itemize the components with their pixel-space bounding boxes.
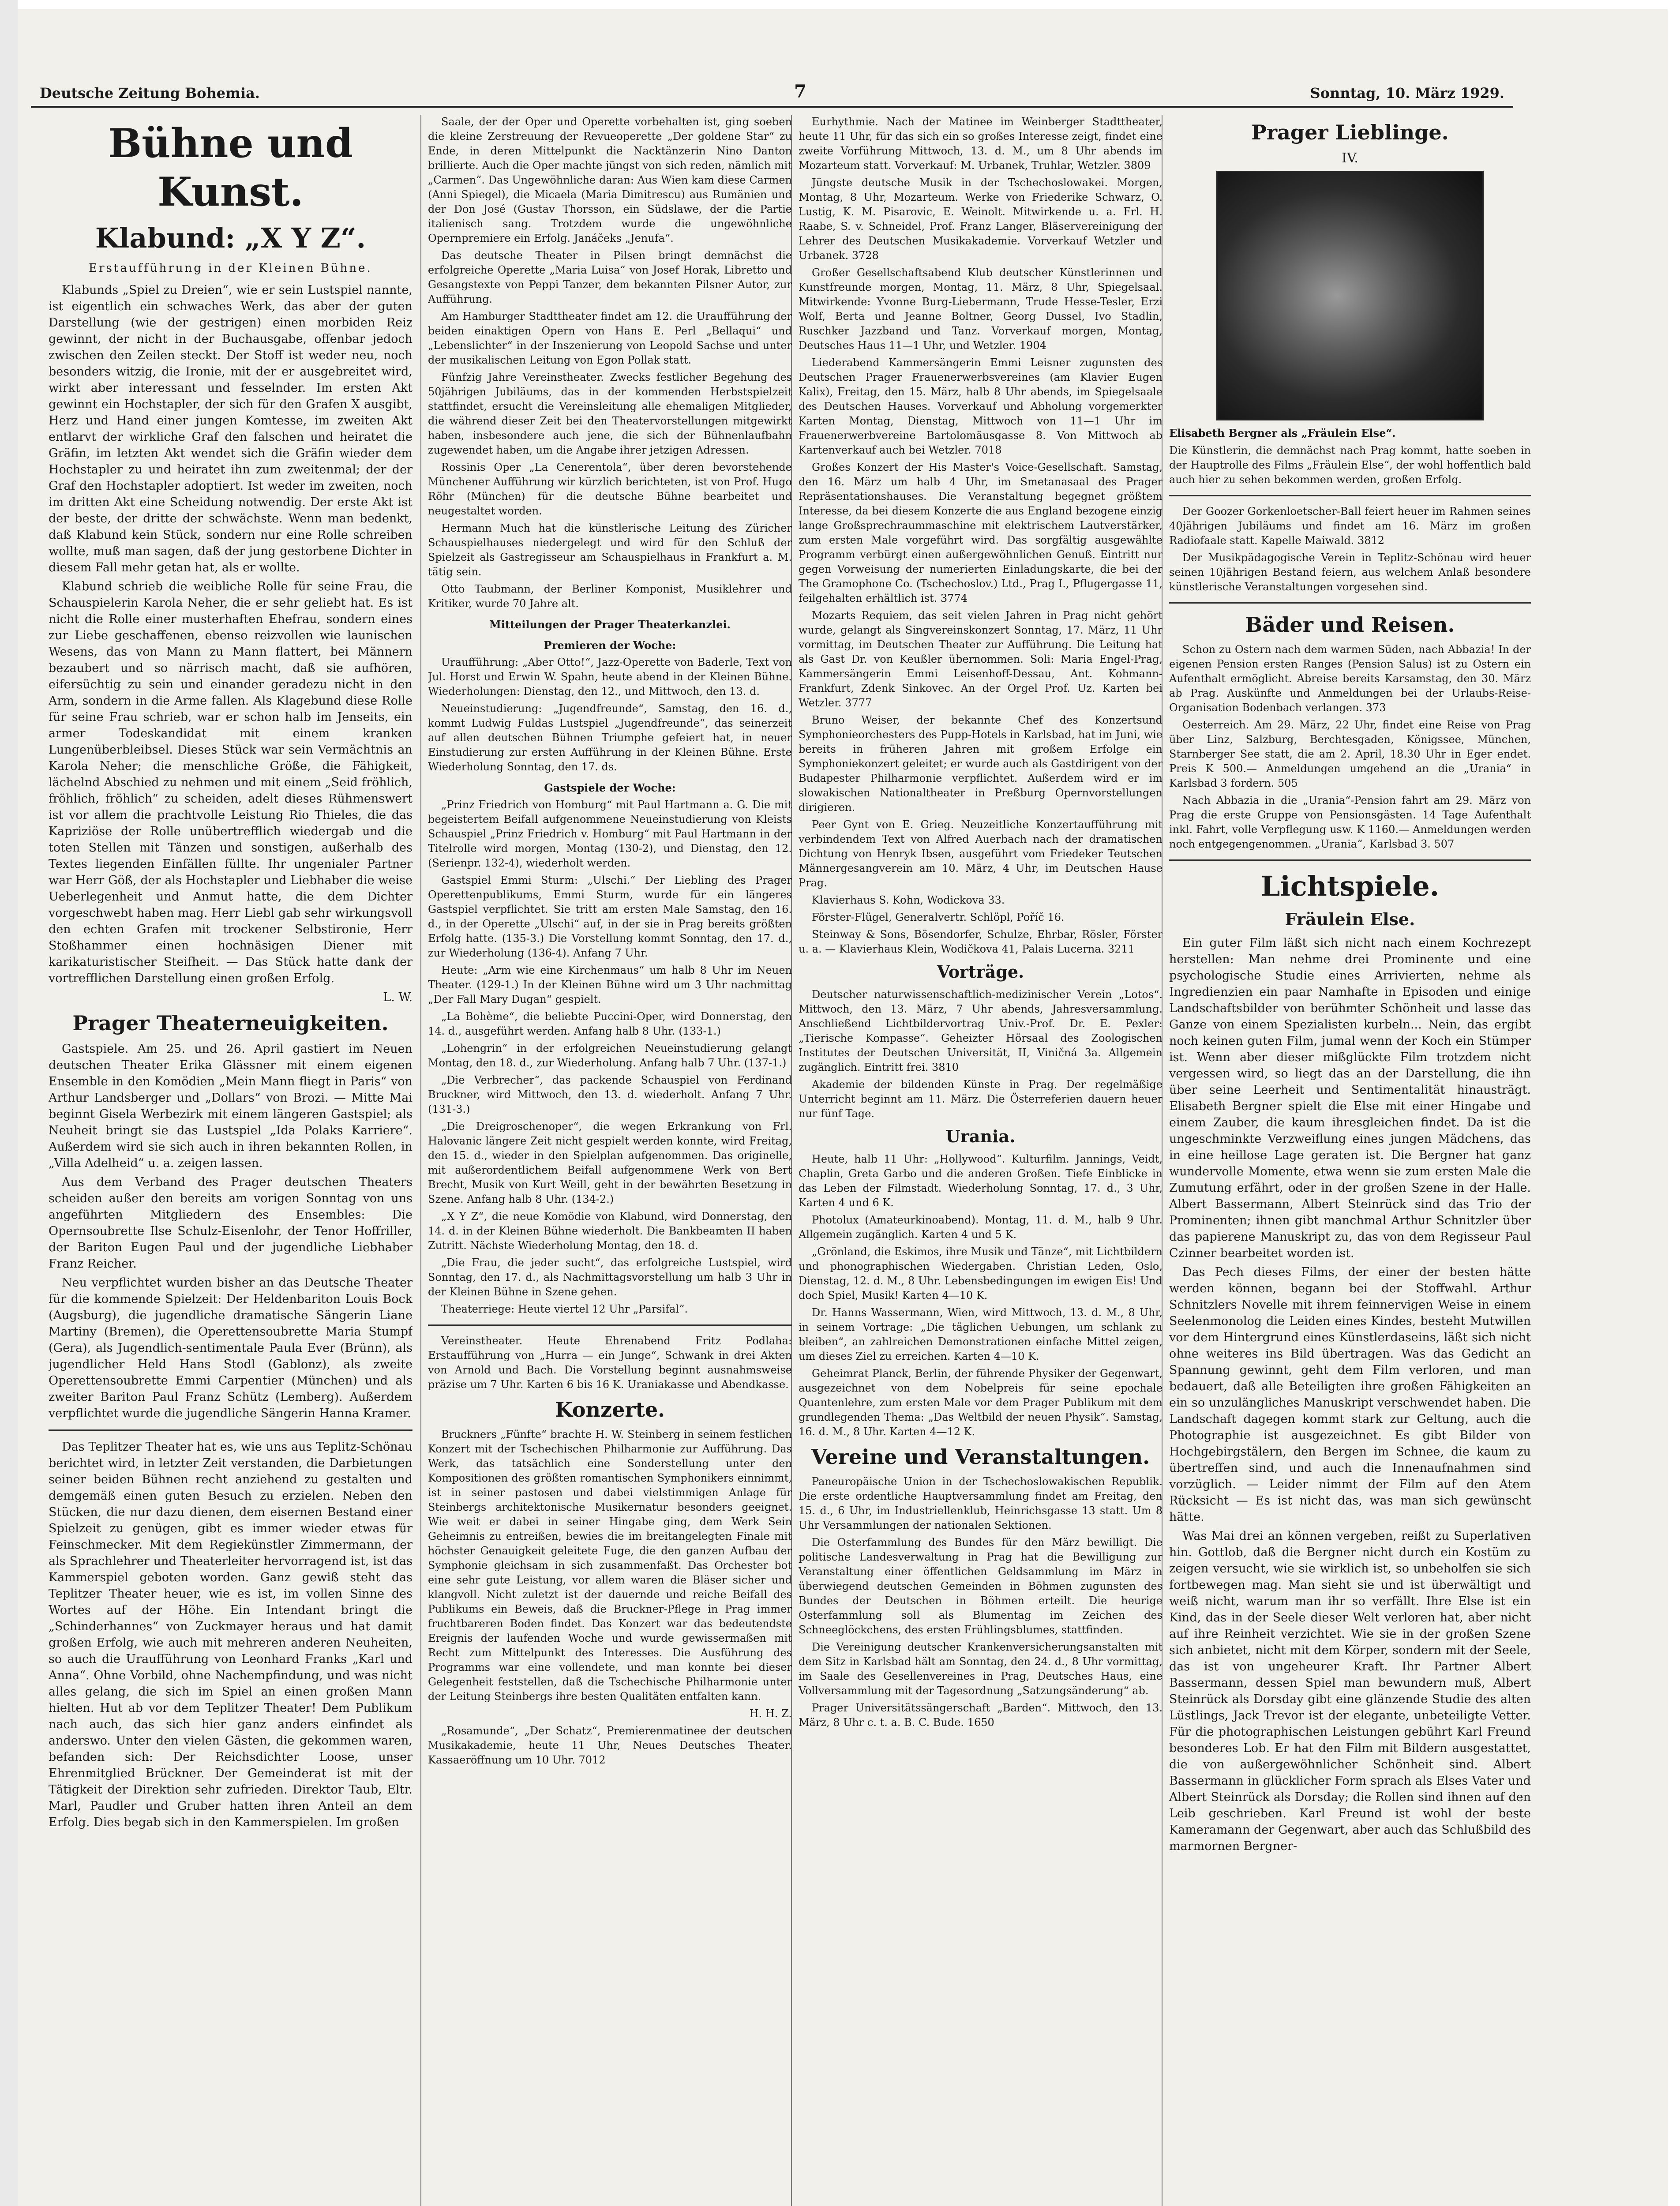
notice-paragraph: Geheimrat Planck, Berlin, der führende Physiker der Gegenwart, ausgezeichnet von dem Nobelpreis für seine epochale Quantenlehre, zum ersten Male vor dem Prager Publikum mit dem grundlegenden Thema: „Das Weltbild der neuen Physik“. Samstag, 16. d. M., 8 Uhr. Karten 4—12 K. [799,1367,1162,1438]
notice-paragraph: Deutscher naturwissenschaftlich-medizinischer Verein „Lotos“. Mittwoch, den 13. März, 7 Uhr abends, Jahresversammlung. Anschließend Lichtbildervortrag Univ.-Prof. Dr. E. Pexler: „Tierische Kompasse“. Geheizter Hörsaal des Zoologischen Institutes der Deutschen Universität, II, Viničná 3a. Allgemein zugänglich. Eintritt frei. 3810 [799,988,1162,1073]
film-title: Fräulein Else. [1285,909,1415,929]
section-title-urania: Urania. [945,1126,1016,1146]
section-title-vereine: Vereine und Veranstaltungen. [811,1445,1150,1469]
notice-paragraph: Theaterriege: Heute viertel 12 Uhr „Parsifal“. [441,1303,688,1315]
article-title-klabund: Klabund: „X Y Z“. [95,222,366,254]
section-title-vortraege: Vorträge. [937,962,1024,982]
notice-paragraph: Jüngste deutsche Musik in der Tschechoslowakei. Morgen, Montag, 8 Uhr, Mozarteum. Werke von Friederike Schwarz, O. Lustig, K. M. Pisarovic, E. Weinolt. Mitwirkende u. a. Frl. H. Raabe, S. v. Schneidel, Prof. Franz Langer, Bläservereinigung der Lehrer des Deutschen Musikakademie. Vorverkauf Wetzler und Urbanek. 3728 [799,176,1162,262]
review-paragraph: Was Mai drei an können vergeben, reißt zu Superlativen hin. Gottlob, daß die Bergner nicht durch ein Kostüm zu zeigen versucht, wie sie wirklich ist, so unbeholfen sie sich fortbewegen mag. Man sieht sie und ist überwältigt und weiß nicht, warum man ihr so verfällt. Ihre Else ist ein Kind, das in der Seele dieser Welt verloren hat, aber nicht auf ihre Reinheit verzichtet. Wie sie in der großen Szene sich anbietet, nicht mit dem Körper, sondern mit der Seele, das ist von ungeheurer Kraft. Ihr Partner Albert Bassermann, dessen Spiel man bewundern muß, Albert Steinrück als Dorsday gibt eine glänzende Studie des alten Lüstlings, Jack Trevor ist der elegante, unbeteiligte Vetter. Für die photographischen Leistungen gebührt Karl Freund besonderes Lob. Er hat den Film mit Bildern ausgestattet, die von außergewöhnlicher Schönheit sind. Albert Bassermann in glücklicher Form sprach als Elses Vater und Albert Steinrück als Dorsday; die Rollen sind ihnen auf den Leib geschrieben. Karl Freund ist wohl der beste Kameramann der Gegenwart, aber auch das Schlußbild des marmornen Bergner- [1169,1529,1531,1853]
notice-paragraph: „Die Verbrecher“, das packende Schauspiel von Ferdinand Bruckner, wird Mittwoch, den 13. d. wiederholt. Anfang 7 Uhr. (131-3.) [428,1074,792,1115]
notice-paragraph: Rossinis Oper „La Cenerentola“, über deren bevorstehende Münchener Aufführung wir kürzlich berichteten, ist von Prof. Hugo Röhr (München) für die deutsche Bühne bearbeitet und neugestaltet worden. [428,461,792,517]
notice-paragraph: Das deutsche Theater in Pilsen bringt demnächst die erfolgreiche Operette „Maria Luisa“ von Josef Horak, Libretto und Gesangstexte von Peppi Tanzer, dem bekannten Pilsner Autor, zur Aufführung. [428,249,792,305]
article-title-theaterneuigkeiten: Prager Theaterneuigkeiten. [72,1011,389,1035]
notice-paragraph: Fünfzig Jahre Vereinstheater. Zwecks festlicher Begehung des 50jährigen Jubiläums, das in der kommenden Herbstspielzeit stattfindet, ersucht die Vereinsleitung alle ehemaligen Mitglieder, die während dieser Zeit bei den Theatervorstellungen mitgewirkt haben, insbesondere auch jene, die sich der Bühnenlaufbahn zugewendet haben, um die Angabe ihrer jetzigen Adressen. [428,371,792,456]
notice-paragraph: „Grönland, die Eskimos, ihre Musik und Tänze“, mit Lichtbildern und phonographischen Wiedergaben. Christian Leden, Oslo, Dienstag, 12. d. M., 8 Uhr. Lebensbedingungen im ewigen Eis! Und doch Spiel, Musik! Karten 4—10 K. [799,1246,1162,1302]
divider [49,1429,412,1431]
section-title-konzerte: Konzerte. [555,1398,665,1422]
section-title-baeder: Bäder und Reisen. [1245,613,1455,637]
notice-paragraph: Neueinstudierung: „Jugendfreunde“, Samstag, den 16. d., kommt Ludwig Fuldas Lustspiel „Jugendfreunde“, das seinerzeit auf allen deutschen Bühnen Triumphe gefeiert hat, in neuer Einstudierung zur ersten Aufführung in der Kleinen Bühne. Erste Wiederholung Sonntag, den 17. ds. [428,702,792,773]
notice-paragraph: Der Musikpädagogische Verein in Teplitz-Schönau wird heuer seinen 10jährigen Bestand feiern, aus welchem Anlaß besondere künstlerische Veranstaltungen vorgesehen sind. [1169,552,1531,593]
notice-paragraph: Heute: „Arm wie eine Kirchenmaus“ um halb 8 Uhr im Neuen Theater. (129-1.) In der Kleinen Bühne wird um 3 Uhr nachmittag „Der Fall Mary Dugan“ gespielt. [428,964,792,1005]
notice-paragraph: Photolux (Amateurkinoabend). Montag, 11. d. M., halb 9 Uhr. Allgemein zugänglich. Karten 4 und 5 K. [799,1214,1162,1241]
series-number: IV. [1342,150,1358,166]
article-subtitle: Erstaufführung in der Kleinen Bühne. [89,262,372,275]
scan-edge [0,0,18,2206]
subsection-heading: Mitteilungen der Prager Theaterkanzlei. [489,618,731,631]
photo-caption-name: Elisabeth Bergner als „Fräulein Else“. [1169,427,1396,439]
article-paragraph: Neu verpflichtet wurden bisher an das Deutsche Theater für die kommende Spielzeit: Der Heldenbariton Louis Bock (Augsburg), die jugendliche dramatische Sängerin Liane Martiny (Bremen), die Operettensoubrette Maria Stumpf (Gera), als Jugendlich-sentimentale Paula Ever (Brünn), als jugendlicher Held Hans Stodl (Gablonz), als zweite Operettensoubrette Emmi Carpentier (München) und als zweiter Bariton Paul Franz Schütz (Lemberg). Außerdem verpflichtet wurde die jugendliche Sängerin Hanna Kramer. [49,1276,412,1420]
column-1 [49,115,412,2206]
notice-paragraph: Vereinstheater. Heute Ehrenabend Fritz Podlaha: Erstaufführung von „Hurra — ein Junge“, Schwank in drei Akten von Arnold und Bach. Die Vorstellung beginnt ausnahmsweise präzise um 7 Uhr. Karten 6 bis 16 K. Uraniakasse und Abendkasse. [428,1335,792,1391]
notice-paragraph: Peer Gynt von E. Grieg. Neuzeitliche Konzertaufführung mit verbindendem Text von Alfred Auerbach nach der dramatischen Dichtung von Henryk Ibsen, ausgeführt vom Friedeker Teutschen Männergesangverein am 10. März, 4 Uhr, im Deutschen Hause Prag. [799,818,1162,889]
notice-paragraph: „X Y Z“, die neue Komödie von Klabund, wird Donnerstag, den 14. d. in der Kleinen Bühne wiederholt. Die Bankbeamten II haben Zutritt. Nächste Wiederholung Montag, den 18. d. [428,1210,792,1252]
notice-paragraph: Bruno Weiser, der bekannte Chef des Konzertsund Symphonieorchesters des Pupp-Hotels in Karlsbad, hat im Juni, wie bereits in früheren Jahren mit großem Erfolge ein Symphoniekonzert geleitet; er wurde auch als Gastdirigent von der Budapester Philharmonie verpflichtet. Außerdem wird er im slowakischen Nationaltheater in Preßburg Opernvorstellungen dirigieren. [799,714,1162,814]
section-title-lieblinge: Prager Lieblinge. [1251,120,1449,144]
notice-paragraph: Prager Universitätssängerschaft „Barden“. Mittwoch, den 13. März, 8 Uhr c. t. a. B. C. Bude. 1650 [799,1702,1162,1729]
subsection-heading: Premieren der Woche: [544,639,676,652]
article-paragraph: Gastspiele. Am 25. und 26. April gastiert im Neuen deutschen Theater Erika Glässner mit einem eigenen Ensemble in den Komödien „Mein Mann fliegt in Paris“ von Arthur Landsberger und „Dollars“ von Brozi. — Mitte Mai beginnt Gisela Werbezirk mit einem längeren Gastspiel; als Neuheit bringt sie das Lustspiel „Ida Polaks Karriere“. Außerdem wird sie sich auch in ihren bekannten Rollen, in „Villa Adelheid“ u. a. zeigen lassen. [49,1042,412,1170]
notice-paragraph: Gastspiel Emmi Sturm: „Ulschi.“ Der Liebling des Prager Operettenpublikums, Emmi Sturm, wurde für ein längeres Gastspiel verpflichtet. Sie tritt am ersten Male Samstag, den 16. d., in der Operette „Ulschi“ auf, in der sie in Prag bereits größten Erfolg hatte. (135-3.) Die Vorstellung kommt Sonntag, den 17. d., zur Wiederholung (136-4). Anfang 7 Uhr. [428,874,792,959]
notice-paragraph: Bruckners „Fünfte“ brachte H. W. Steinberg in seinem festlichen Konzert mit der Tschechischen Philharmonie zur Aufführung. Das Werk, das tatsächlich eine Sonderstellung unter den Kompositionen des größten romantischen Symphonikers einnimmt, ist in seiner pastosen und dabei vielstimmigen Anlage für Steinbergs architektonische Musikernatur besonders geeignet. Wie weit er dabei in seiner Hingabe ging, dem Werk Sein Geheimnis zu entreißen, bewies die im breitangelegten Finale mit höchster Genauigkeit geleitete Fuge, die den ganzen Aufbau der Symphonie gleichsam in sich zusammenfaßt. Das Orchester bot eine sehr gute Leistung, vor allem waren die Bläser sicher und klangvoll. Nicht zuletzt ist der dauernde und reiche Beifall des Publikums ein Beweis, daß die Bruckner-Pflege in Prag immer fruchtbareren Boden findet. Das Konzert war das bedeutendste Ereignis der laufenden Woche und wurde gewissermaßen mit Recht zum Mittelpunkt des Interesses. Die Ausführung des Programms war eine vollendete, und man konnte bei dieser Gelegenheit feststellen, daß die Tschechische Philharmonie unter der Leitung Steinbergs ihre besten Qualitäten entfalten kann. [428,1428,792,1703]
column-rule [420,115,421,2206]
column-2 [428,115,792,2206]
page-number: 7 [794,81,806,102]
notice-paragraph: Saale, der der Oper und Operette vorbehalten ist, ging soeben die kleine Zerstreuung der Revueoperette „Der goldene Star“ zu Ende, in deren Mittelpunkt die Nacktänzerin Nino Danton brillierte. Auch die Oper machte jüngst von sich reden, nämlich mit „Carmen“. Das Ungewöhnliche daran: Aus Wien kam diese Carmen (Anni Spiegel), die Micaela (Maria Dimitrescu) aus Rumänien und der Don José (Gustav Thorsson, ein Südslawe, der die Partie italienisch sang. Trotzdem wurde die ungewöhnliche Opernpremiere ein Erfolg. Janáčeks „Jenufa“. [428,116,792,244]
article-paragraph: Klabund schrieb die weibliche Rolle für seine Frau, die Schauspielerin Karola Neher, die er sehr geliebt hat. Es ist nicht die Rolle einer musterhaften Ehefrau, sondern eines zur Liebe geschaffenen, ebenso reizvollen wie launischen Wesens, das von Mann zu Mann flattert, bei Männern bezaubert und so närrisch macht, daß sie aufhören, eifersüchtig zu sein und einander geradezu nicht in den Arm, sondern in die Arme fallen. Als Klagebund diese Rolle für seine Frau schrieb, war er schon halb im Jenseits, ein armer Todeskandidat mit einem kranken Lungenüberbleibsel. Dieses Stück war sein Vermächtnis an Karola Neher; die menschliche Größe, die Fähigkeit, lächelnd Abschied zu nehmen und mit einem „Seid fröhlich, fröhlich, fröhlich“ zu scheiden, adelt dieses Rühmenswert ist vor allem die prachtvolle Leistung Rio Thieles, die das Kapriziöse der Rolle unübertrefflich wiedergab und die toten Stellen mit Tänzen und sonstigen, außerhalb des Textes liegenden Einfällen füllte. Ihr ungenialer Partner war Herr Göß, der als Hochstapler und Liebhaber die weise Ueberlegenheit und Anmut hatte, die dem Dichter vorgeschwebt haben mag. Herr Liebl gab sehr wirkungsvoll den echten Grafen mit trockener Selbstironie, Herr Stoßhammer einen hochnäsigen Diener mit karikaturistischer Steifheit. — Das Stück hatte dank der vortrefflichen Darstellung einen großen Erfolg. [49,580,412,985]
notice-paragraph: Nach Abbazia in die „Urania“-Pension fahrt am 29. März von Prag die erste Gruppe von Pensionsgästen. 14 Tage Aufenthalt inkl. Fahrt, volle Verpflegung usw. K 1160.— Anmeldungen werden noch entgegengenommen. „Urania“, Karlsbad 3. 507 [1169,794,1531,850]
notice-paragraph: Mozarts Requiem, das seit vielen Jahren in Prag nicht gehört wurde, gelangt als Singvereinskonzert Sonntag, 17. März, 11 Uhr vormittag, im Deutschen Theater zur Aufführung. Die Leitung hat als Gast Dr. von Keußler übernommen. Soli: Maria Engel-Prag, Kammersängerin Emmi Leisenhoff-Dessau, Ant. Kohmann-Frankfurt, Zdenk Sinkovec. An der Orgel Prof. Uz. Karten bei Wetzler. 3777 [799,609,1162,709]
portrait-photo [1216,171,1484,420]
divider [1169,859,1531,861]
notice-paragraph: Akademie der bildenden Künste in Prag. Der regelmäßige Unterricht beginnt am 11. März. Die Österreferien dauern heuer nur fünf Tage. [799,1078,1162,1120]
notice-paragraph: „La Bohème“, die beliebte Puccini-Oper, wird Donnerstag, den 14. d., ausgeführt werden. Anfang halb 8 Uhr. (133-1.) [428,1010,792,1037]
notice-paragraph: Paneuropäische Union in der Tschechoslowakischen Republik. Die erste ordentliche Hauptversammlung findet am Freitag, den 15. d., 6 Uhr, im Industriellenklub, Heinrichsgasse 13 statt. Um 8 Uhr Versammlungen der nationalen Sektionen. [799,1475,1162,1531]
notice-paragraph: Klavierhaus S. Kohn, Wodickova 33. [812,894,1005,906]
notice-paragraph: Förster-Flügel, Generalvertr. Schlöpl, Poříč 16. [812,911,1065,923]
divider [1169,602,1531,604]
author-signature: L. W. [383,990,412,1004]
issue-date: Sonntag, 10. März 1929. [1310,85,1504,101]
notice-paragraph: „Rosamunde“, „Der Schatz“, Premierenmatinee der deutschen Musikakademie, heute 11 Uhr, Neues Deutsches Theater. Kassaeröffnung um 10 Uhr. 7012 [428,1725,792,1766]
author-signature: H. H. Z. [749,1707,792,1720]
notice-paragraph: Oesterreich. Am 29. März, 22 Uhr, findet eine Reise von Prag über Linz, Salzburg, Berchtesgaden, Königssee, München, Starnberger See statt, die am 2. April, 18.30 Uhr in Eger endet. Preis K 500.— Anmeldungen umgehend an die „Urania“ in Karlsbad 3 fordern. 505 [1169,719,1531,789]
photo-caption-text: Die Künstlerin, die demnächst nach Prag kommt, hatte soeben in der Hauptrolle des Films „Fräulein Else“, der wohl hoffentlich bald auch hier zu sehen bekommen werden, großen Erfolg. [1169,444,1531,486]
notice-paragraph: Steinway & Sons, Bösendorfer, Schulze, Ehrbar, Rösler, Förster u. a. — Klavierhaus Klein, Wodičkova 41, Palais Lucerna. 3211 [799,928,1162,955]
notice-paragraph: Hermann Much hat die künstlerische Leitung des Züricher Schauspielhauses niedergelegt und wird für den Schluß der Spielzeit als Gastregisseur am Schauspielhaus in Frankfurt a. M. tätig sein. [428,522,792,578]
notice-paragraph: Großer Gesellschaftsabend Klub deutscher Künstlerinnen und Kunstfreunde morgen, Montag, 11. März, 8 Uhr, Spiegelsaal. Mitwirkende: Yvonne Burg-Liebermann, Trude Hesse-Tesler, Erzi Wolf, Berta und Jeanne Boltner, Georg Dussel, Ivo Stadlin, Ruschker Jazzband und Tanz. Vorverkauf morgen, Montag, Deutsches Haus 11—1 Uhr, und Wetzler. 1904 [799,266,1162,352]
notice-paragraph: Heute, halb 11 Uhr: „Hollywood“. Kulturfilm. Jannings, Veidt, Chaplin, Greta Garbo und die anderen Großen. Tiefe Einblicke in das Leben der Filmstadt. Wiederholung Sonntag, 17. d., 3 Uhr, Karten 4 und 6 K. [799,1153,1162,1209]
notice-paragraph: Großes Konzert der His Master's Voice-Gesellschaft. Samstag, den 16. März um halb 4 Uhr, im Smetanasaal des Prager Repräsentationshauses. Die Veranstaltung begegnet größtem Interesse, da bei diesem Konzerte die aus England bezogene einzig lange Großsprechraummaschine mit elektrischem Lautverstärker, zum ersten Male vorgeführt wird. Das sorgfältig ausgewählte Programm verbürgt einen außergewöhnlichen Genuß. Eintritt nur gegen Vorweisung der numerierten Einladungskarte, die bei der The Gramophone Co. (Tschechoslov.) Ltd., Prag I., Pflugergasse 11, feilgehalten erhältlich ist. 3774 [799,461,1162,604]
subsection-heading: Gastspiele der Woche: [544,781,676,794]
notice-paragraph: Liederabend Kammersängerin Emmi Leisner zugunsten des Deutschen Prager Frauenerwerbsvereines (am Klavier Eugen Kalix), Freitag, den 15. März, halb 8 Uhr abends, im Spiegelsaale des Deutschen Hauses. Vorverkauf und Abholung vorgemerkter Karten Montag, Dienstag, Mittwoch von 11—1 Uhr im Frauenerwerbvereine Bartolomäusgasse 8. Von Mittwoch ab Kartenverkauf auch bei Wetzler. 7018 [799,356,1162,456]
article-paragraph: Klabunds „Spiel zu Dreien“, wie er sein Lustspiel nannte, ist eigentlich ein schwaches Werk, das aber der guten Darstellung (wie der gestrigen) einen morbiden Reiz gewinnt, der nicht in der Buchausgabe, offenbar jedoch zwischen den Zeilen steckt. Der Stoff ist weder neu, noch besonders witzig, die Ironie, mit der er ausgebreitet wird, wirkt aber interessant und fesselnder. Im ersten Akt gewinnt ein Hochstapler, der sich für den Grafen X ausgibt, Herz und Hand einer jungen Komtesse, im zweiten Akt entlarvt der wirkliche Graf den falschen und heiratet die Gräfin, im letzten Akt wendet sich die Gräfin wieder dem Hochstapler zu und heiratet ihn zum zweitenmal; der der Graf den Hochstapler adoptiert. Ist weder im zweiten, noch im dritten Akt eine Scheidung notwendig. Der erste Akt ist der beste, der dritte der schwächste. Wenn man bedenkt, daß Klabund kein Stück, sondern nur eine Rolle schreiben wollte, muß man sagen, daß der jung gestorbene Dichter in diesem Fall mehr getan hat, als er wollte. [49,283,412,574]
section-title-buehne: Bühne und Kunst. [108,120,353,215]
divider [428,1324,792,1326]
notice-paragraph: Der Goozer Gorkenloetscher-Ball feiert heuer im Rahmen seines 40jährigen Jubiläums und findet am 16. März im großen Radiofaale statt. Kapelle Maiwald. 3812 [1169,505,1531,547]
newspaper-name: Deutsche Zeitung Bohemia. [40,85,260,101]
section-title-lichtspiele: Lichtspiele. [1260,870,1440,902]
article-paragraph: Aus dem Verband des Prager deutschen Theaters scheiden außer den bereits am vorigen Sonntag von uns angeführten Mitgliedern des Ensembles: Die Opernsoubrette Ilse Schulz-Eisenlohr, der Tenor Hoffriller, der Bariton Eugen Paul und der jugendliche Liebhaber Franz Reicher. [49,1175,412,1271]
notice-paragraph: Eurhythmie. Nach der Matinee im Weinberger Stadttheater, heute 11 Uhr, für das sich ein so großes Interesse zeigt, findet eine zweite Vorführung Mittwoch, 13. d. M., um 8 Uhr abends im Mozarteum statt. Vorverkauf: M. Urbanek, Truhlar, Wetzler. 3809 [799,116,1162,172]
notice-paragraph: „Die Dreigroschenoper“, die wegen Erkrankung von Frl. Halovanic längere Zeit nicht gespielt werden konnte, wird Freitag, den 15. d., wieder in den Spielplan aufgenommen. Das originelle, mit außerordentlichem Beifall aufgenommene Werk von Bert Brecht, Musik von Kurt Weill, geht in der bewährten Besetzung in Szene. Anfang halb 8 Uhr. (134-2.) [428,1120,792,1205]
notice-paragraph: Schon zu Ostern nach dem warmen Süden, nach Abbazia! In der eigenen Pension ersten Ranges (Pension Salus) ist zu Ostern ein Aufenthalt ermöglicht. Abreise bereits Karsamstag, den 30. März ab Prag. Auskünfte und Anmeldungen bei der Urlaubs-Reise-Organisation Bodenbach verlangen. 373 [1169,643,1531,714]
column-4 [1169,115,1531,2206]
column-3 [799,115,1162,2206]
notice-paragraph: „Prinz Friedrich von Homburg“ mit Paul Hartmann a. G. Die mit begeistertem Beifall aufgenommene Neueinstudierung von Kleists Schauspiel „Prinz Friedrich v. Homburg“ mit Paul Hartmann in der Titelrolle wird morgen, Montag (130-2), und Dienstag, den 12. (Serienpr. 132-4), wiederholt werden. [428,799,792,869]
notice-paragraph: Otto Taubmann, der Berliner Komponist, Musiklehrer und Kritiker, wurde 70 Jahre alt. [428,583,792,610]
notice-paragraph: Am Hamburger Stadttheater findet am 12. die Uraufführung der beiden einaktigen Opern von Hans E. Perl „Bellaqui“ und „Lebenslichter“ in der Inszenierung von Leopold Sachse und unter der musikalischen Leitung von Egon Pollak statt. [428,310,792,366]
review-paragraph: Das Pech dieses Films, der einer der besten hätte werden können, begann bei der Stoffwahl. Arthur Schnitzlers Novelle mit ihrem feinnervigen Weise in einem Seelenmonolog die Leiden eines Kindes, besteht Mutwillen vor dem Hintergrund eines Künstlerdaseins, läßt sich nicht ohne weiteres ins Bild übertragen. Was das Gedicht an Spannung gewinnt, geht dem Film verloren, und man bedauert, daß alle Beteiligten ihre großen Fähigkeiten an ein so unzulängliches Manuskript verschwendet haben. Die Landschaft dagegen kommt stark zur Geltung, auch die Photographie ist ausgezeichnet. Es gibt Bilder von Hochgebirgstälern, den Bergen im Schnee, die kaum zu übertreffen sind, und auch die Innenaufnahmen sind vorzüglich. — Leider nimmt der Film auf den Atem Rücksicht — Es ist nicht das, was man sich gewünscht hätte. [1169,1265,1531,1524]
notice-paragraph: Uraufführung: „Aber Otto!“, Jazz-Operette von Baderle, Text von Jul. Horst und Erwin W. Spahn, heute abend in der Kleinen Bühne. Wiederholungen: Dienstag, den 12., und Mittwoch, den 13. d. [428,656,792,698]
notice-paragraph: Dr. Hanns Wassermann, Wien, wird Mittwoch, 13. d. M., 8 Uhr, in seinem Vortrage: „Die täglichen Uebungen, um schlank zu bleiben“, an zahlreichen Demonstrationen einfache Mittel zeigen, um dieses Ziel zu erreichen. Karten 4—10 K. [799,1306,1162,1362]
notice-paragraph: Die Vereinigung deutscher Krankenversicherungsanstalten mit dem Sitz in Karlsbad hält am Sonntag, den 24. d., 8 Uhr vormittag, im Saale des Gesellenvereines in Prag, Deutsches Haus, eine Vollversammlung mit der Tagesordnung „Satzungsänderung“ ab. [799,1641,1162,1697]
notice-paragraph: Die Osterfammlung des Bundes für den März bewilligt. Die politische Landesverwaltung in Prag hat die Bewilligung zur Veranstaltung einer öffentlichen Geldsammlung im März in überwiegend deutschen Gemeinden in Böhmen zugunsten des Bundes der Deutschen in Böhmen erteilt. Die heurige Osterfammlung soll als Blumentag im Zeichen des Schneeglöckchens, des ersten Frühlingsblumes, stattfinden. [799,1536,1162,1636]
divider [1169,495,1531,496]
page-header [31,79,1513,108]
review-paragraph: Ein guter Film läßt sich nicht nach einem Kochrezept herstellen: Man nehme drei Prominente und eine psychologische Studie eines Arrivierten, nehme als Ingredienzien ein paar Namhafte in Episoden und einige Landschaftsbilder von berühmter Schönheit und lasse das Ganze von einem Spezialisten kurbeln... Nein, das ergibt noch keinen guten Film, jumal wenn der Koch ein Stümper ist. Wenn aber dieser mißglückte Film trotzdem nicht vergessen wird, so liegt das an der Darstellung, die ihn über seine Leerheit und Sentimentalität hinausträgt. Elisabeth Bergner spielt die Else mit einer Hingabe und einem Zauber, die kaum ihresgleichen findet. Da ist die ungeschminkte Verzweiflung eines jungen Mädchens, das in eine heillose Lage geraten ist. Die Bergner hat ganz wundervolle Momente, etwa wenn sie zum ersten Male die Zumutung erfährt, oder in der großen Szene in der Halle. Albert Bassermann, Albert Steinrück sind das Trio der Prominenten; ihnen gibt manchmal Arthur Schnitzler über das papierene Manuskript zu, das von dem Regisseur Paul Czinner bearbeitet worden ist. [1169,936,1531,1260]
article-paragraph: Das Teplitzer Theater hat es, wie uns aus Teplitz-Schönau berichtet wird, in letzter Zeit verstanden, die Darbietungen seiner beiden Bühnen recht anziehend zu gestalten und demgemäß einen guten Besuch zu erzielen. Neben den Stücken, die nur dazu dienen, dem eisernen Bestand einer Spielzeit zu genügen, gibt es immer wieder etwas für Feinschmecker. Mit dem Regiekünstler Zimmermann, der als Sprachlehrer und Theaterleiter hervorragend ist, ist das Kammerspiel geboten worden. Ganz gewiß steht das Teplitzer Theater heuer, wie es ist, im vollen Sinne des Wortes auf der Höhe. Ein Intendant bringt die „Schinderhannes“ von Zuckmayer heraus und hat damit großen Erfolg, wie auch mit mehreren anderen Neuheiten, so auch die Uraufführung von Leonhard Franks „Karl und Anna“. Ohne Vorbild, ohne Nachempfindung, und was nicht alles gelang, die sich im Spiel an einen großen Mann hielten. Hut ab vor dem Teplitzer Theater! Dem Publikum nach auch, das sich hier ganz anders einfindet als anderswo. Unter den vielen Gästen, die gekommen waren, befanden sich: Der Reichsdichter Loose, unser Ehrenmitglied Brückner. Der Gemeinderat ist mit der Tätigkeit der Direktion sehr zufrieden. Direktor Taub, Eltr. Marl, Paudler und Gruber hatten ihren Anteil an dem Erfolg. Dies begab sich in den Kammerspielen. Im großen [49,1440,412,1829]
notice-paragraph: „Die Frau, die jeder sucht“, das erfolgreiche Lustspiel, wird Sonntag, den 17. d., als Nachmittagsvorstellung um halb 3 Uhr in der Kleinen Bühne in Szene gehen. [428,1257,792,1298]
notice-paragraph: „Lohengrin“ in der erfolgreichen Neueinstudierung gelangt Montag, den 18. d., zur Wiederholung. Anfang halb 7 Uhr. (137-1.) [428,1042,792,1069]
